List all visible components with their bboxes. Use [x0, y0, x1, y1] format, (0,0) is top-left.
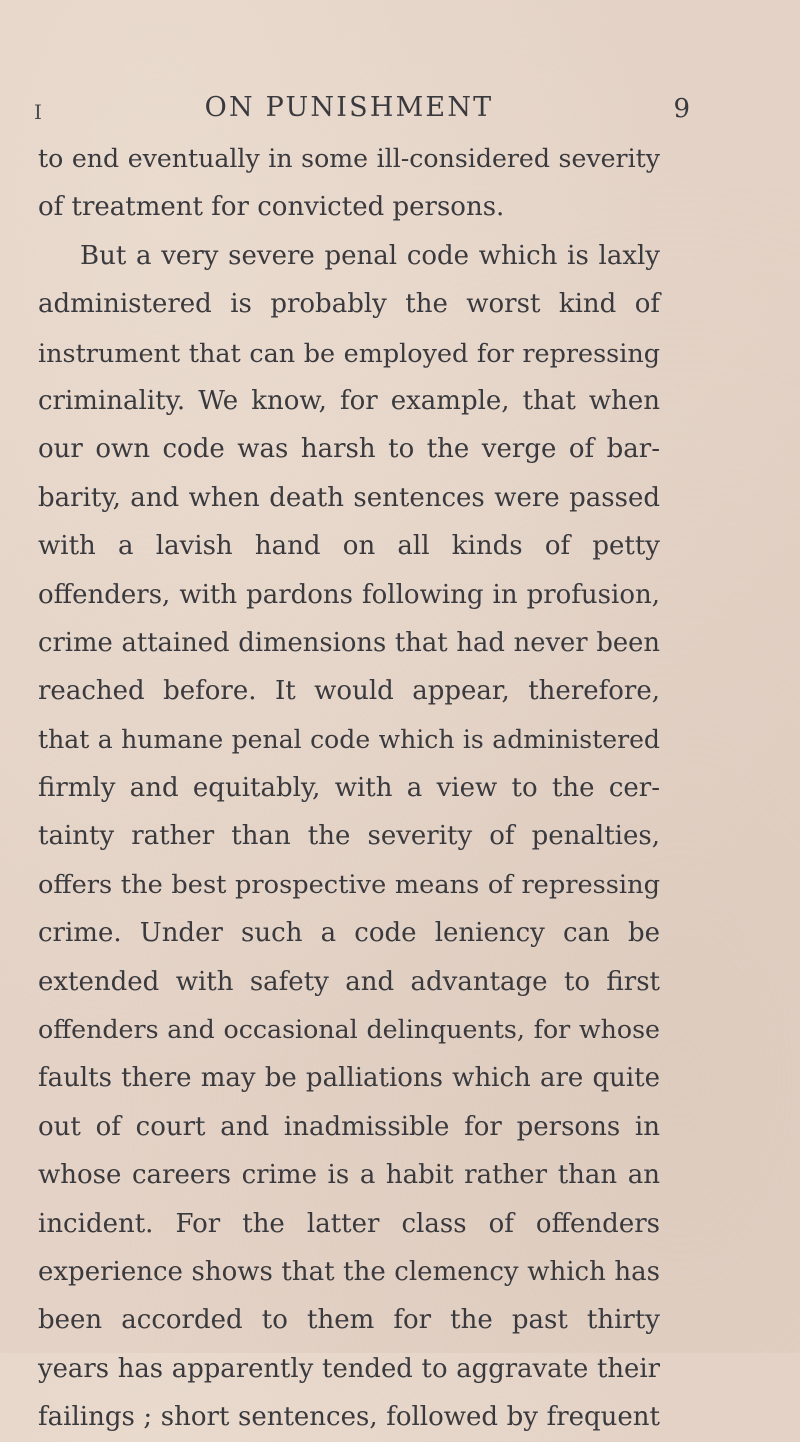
text-line: firmly and equitably, with a view to the cer-	[38, 773, 660, 804]
text-line: offenders and occasional delinquents, for whose	[38, 1015, 660, 1045]
text-line: But a very severe penal code which is laxly	[80, 240, 660, 271]
running-head	[34, 92, 690, 132]
text-line: our own code was harsh to the verge of bar-	[38, 434, 660, 465]
text-line: offenders, with pardons following in profusion,	[38, 579, 660, 610]
text-line: crime attained dimensions that had never been	[38, 627, 660, 658]
text-line: instrument that can be employed for repressing	[38, 337, 660, 368]
text-line: of treatment for convicted persons.	[38, 192, 505, 223]
text-line: failings ; short sentences, followed by frequent	[38, 1402, 660, 1433]
text-line: to end eventually in some ill-considered severity	[38, 144, 660, 173]
text-line: experience shows that the clemency which has	[38, 1256, 660, 1287]
text-line: whose careers crime is a habit rather than an	[38, 1160, 660, 1191]
running-head-title: ON PUNISHMENT	[204, 92, 494, 123]
text-line: barity, and when death sentences were passed	[38, 482, 660, 513]
text-line: years has apparently tended to aggravate their	[38, 1353, 660, 1384]
text-line: been accorded to them for the past thirty	[38, 1305, 660, 1336]
body-text	[38, 135, 660, 1442]
text-line: reached before. It would appear, therefore,	[38, 676, 660, 707]
text-line: with a lavish hand on all kinds of petty	[38, 531, 660, 562]
text-line: tainty rather than the severity of penalties,	[38, 821, 660, 852]
text-line: criminality. We know, for example, that when	[38, 385, 660, 416]
text-line: administered is probably the worst kind of	[38, 289, 660, 320]
text-line: offers the best prospective means of repressing	[38, 869, 660, 900]
text-line: incident. For the latter class of offenders	[38, 1208, 660, 1239]
text-line: extended with safety and advantage to first	[38, 966, 660, 997]
text-line: out of court and inadmissible for persons in	[38, 1111, 660, 1142]
text-line: crime. Under such a code leniency can be	[38, 918, 660, 949]
text-line: that a humane penal code which is administered	[38, 724, 660, 754]
text-line: faults there may be palliations which are quite	[38, 1063, 660, 1094]
page-number: 9	[673, 94, 690, 124]
chapter-mark: I	[34, 100, 42, 124]
